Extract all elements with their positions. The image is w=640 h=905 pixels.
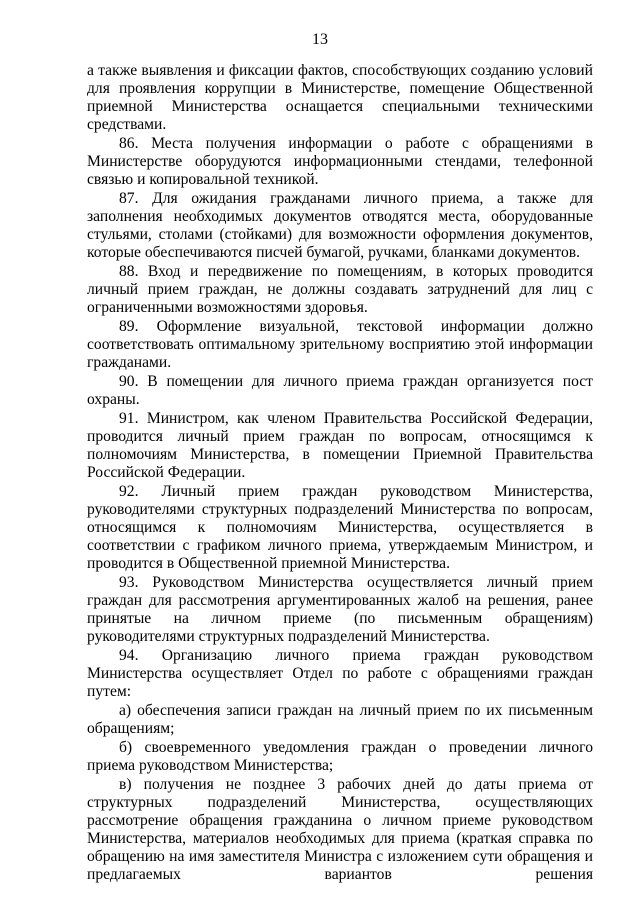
paragraph-92: 92. Личный прием граждан руководством Министерства, руководителями структурных подразделений Министерства по вопросам, относящимся к полномочиям Министерства, осуществляется в соответствии с графиком личного приема, утверждаемым Министром, и проводится в Общественной приемной Министерства.	[87, 483, 593, 572]
paragraph-94: 94. Организацию личного приема граждан руководством Министерства осуществляет Отдел по работе с обращениями граждан путем:	[87, 647, 593, 700]
paragraph-87: 87. Для ожидания гражданами личного приема, а также для заполнения необходимых документов отводятся места, оборудованные стульями, столами (стойками) для возможности оформления документов, которые обеспечиваются писчей бумагой, ручками, бланками документов.	[87, 190, 593, 261]
paragraph-86: 86. Места получения информации о работе с обращениями в Министерстве оборудуются информационными стендами, телефонной связью и копировальной техникой.	[87, 135, 593, 188]
paragraph-89: 89. Оформление визуальной, текстовой информации должно соответствовать оптимальному зрительному восприятию этой информации гражданами.	[87, 318, 593, 371]
paragraph-88: 88. Вход и передвижение по помещениям, в которых проводится личный прием граждан, не должны создавать затруднений для лиц с ограниченными возможностями здоровья.	[87, 263, 593, 316]
list-item-b: б) своевременного уведомления граждан о проведении личного приема руководством Министерства;	[87, 739, 593, 774]
paragraph-91: 91. Министром, как членом Правительства Российской Федерации, проводится личный прием граждан по вопросам, относящимся к полномочиям Министерства, в помещении Приемной Правительства Российской Федерации.	[87, 410, 593, 481]
paragraph-93: 93. Руководством Министерства осуществляется личный прием граждан для рассмотрения аргументированных жалоб на решения, ранее принятые на личном приеме (по письменным обращениям) руководителями структурных подразделений Министерства.	[87, 574, 593, 645]
list-item-v: в) получения не позднее 3 рабочих дней до даты приема от структурных подразделений Министерства, осуществляющих рассмотрение обращения гражданина о личном приеме руководством Министерства, материалов необходимых для приема (краткая справка по обращению на имя заместителя Министра с изложением сути обращения и предлагаемых вариантов решения	[87, 776, 593, 883]
page-number: 13	[312, 31, 328, 48]
document-body	[87, 62, 593, 885]
list-item-a: а) обеспечения записи граждан на личный прием по их письменным обращениям;	[87, 702, 593, 737]
paragraph-continuation: а также выявления и фиксации фактов, способствующих созданию условий для проявления коррупции в Министерстве, помещение Общественной приемной Министерства оснащается специальными техническими средствами.	[87, 62, 593, 133]
paragraph-90: 90. В помещении для личного приема граждан организуется пост охраны.	[87, 373, 593, 408]
